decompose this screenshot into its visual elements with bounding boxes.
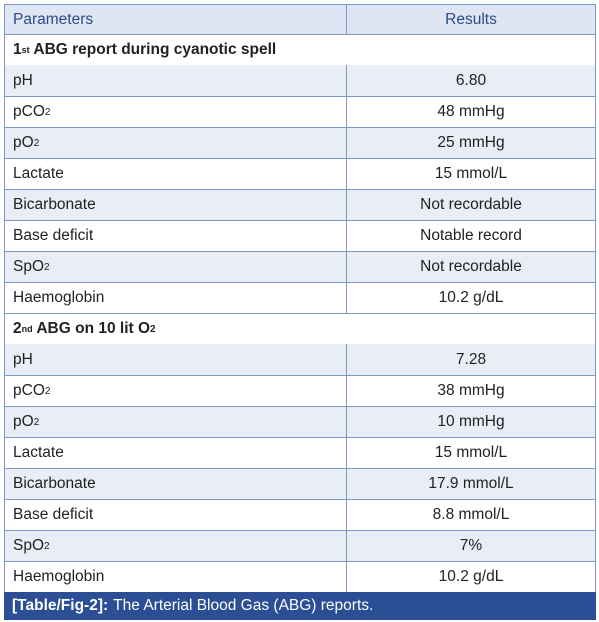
table-row — [5, 220, 595, 251]
parameter-name: pH — [13, 350, 33, 368]
parameter-name: pO — [13, 413, 34, 430]
result-cell: 10.2 g/dL — [438, 568, 504, 585]
table-row — [5, 127, 595, 158]
result-cell: 15 mmol/L — [434, 444, 508, 461]
parameter-cell — [5, 190, 347, 220]
parameter-cell — [5, 438, 347, 468]
parameter-subscript: 2 — [44, 385, 51, 397]
section-ordinal: st — [21, 45, 30, 55]
parameter-name: Haemoglobin — [13, 568, 105, 585]
result-cell: 8.8 mmol/L — [432, 506, 510, 523]
section-text: ABG on 10 lit O — [32, 320, 151, 337]
second-abg-rows — [5, 344, 595, 592]
abg-table — [4, 4, 596, 593]
section-title — [5, 314, 595, 344]
parameter-name: Bicarbonate — [13, 196, 96, 213]
section-number: 2 — [13, 320, 22, 337]
parameter-name: SpO — [13, 258, 45, 275]
result-cell: 38 mmHg — [437, 382, 505, 399]
parameter-cell — [5, 97, 347, 127]
table-row — [5, 158, 595, 189]
parameter-cell — [5, 469, 347, 499]
result-cell: 7.28 — [455, 350, 487, 368]
parameter-name: Base deficit — [13, 506, 94, 523]
section-number: 1 — [13, 41, 22, 58]
result-cell: 15 mmol/L — [434, 165, 508, 182]
table-header-row — [5, 5, 595, 34]
parameter-cell — [5, 252, 347, 282]
parameter-name: Base deficit — [13, 227, 94, 244]
table-row — [5, 561, 595, 592]
result-cell: 10 mmHg — [437, 413, 505, 430]
parameter-name: pCO — [13, 382, 45, 399]
header-results: Results — [445, 10, 497, 28]
parameter-cell — [5, 531, 347, 561]
section-title — [5, 35, 595, 65]
parameter-cell — [5, 283, 347, 313]
parameter-cell — [5, 500, 347, 530]
table-row — [5, 468, 595, 499]
table-row — [5, 65, 595, 96]
first-abg-rows — [5, 65, 595, 313]
parameter-cell — [5, 221, 347, 251]
table-row — [5, 375, 595, 406]
table-row — [5, 189, 595, 220]
caption-label: [Table/Fig-2]: — [12, 597, 109, 614]
table-row — [5, 437, 595, 468]
result-cell: 7% — [459, 537, 483, 554]
caption-text: The Arterial Blood Gas (ABG) reports. — [113, 597, 374, 614]
parameter-name: pO — [13, 134, 34, 151]
parameter-name: pH — [13, 71, 33, 89]
parameter-name: Haemoglobin — [13, 289, 105, 306]
result-cell: 48 mmHg — [437, 103, 505, 120]
parameter-cell — [5, 159, 347, 189]
result-cell: Not recordable — [420, 258, 522, 275]
section-subscript: 2 — [150, 323, 156, 335]
parameter-cell — [5, 562, 347, 592]
table-row — [5, 251, 595, 282]
section-header-second-abg — [5, 313, 595, 344]
result-cell: 6.80 — [455, 71, 487, 89]
parameter-subscript: 2 — [33, 416, 40, 428]
header-parameters: Parameters — [5, 5, 347, 34]
parameter-cell — [5, 376, 347, 406]
table-row — [5, 499, 595, 530]
result-cell: 10.2 g/dL — [438, 289, 504, 306]
result-cell: 17.9 mmol/L — [428, 475, 514, 492]
result-cell: 25 mmHg — [437, 134, 505, 151]
parameter-subscript: 2 — [44, 106, 51, 118]
section-header-first-abg — [5, 34, 595, 65]
parameter-subscript: 2 — [33, 137, 40, 149]
table-row — [5, 406, 595, 437]
parameter-cell — [5, 128, 347, 158]
section-ordinal: nd — [21, 324, 33, 334]
parameter-subscript: 2 — [44, 261, 50, 273]
parameter-subscript: 2 — [44, 540, 50, 552]
result-cell: Not recordable — [420, 196, 522, 213]
table-row — [5, 96, 595, 127]
parameter-name: pCO — [13, 103, 45, 120]
table-row — [5, 282, 595, 313]
parameter-cell — [5, 344, 347, 375]
table-row — [5, 530, 595, 561]
parameter-cell — [5, 407, 347, 437]
parameter-cell — [5, 65, 347, 96]
result-cell: Notable record — [420, 227, 522, 244]
section-text: ABG report during cyanotic spell — [29, 41, 277, 58]
parameter-name: Lactate — [13, 165, 64, 182]
parameter-name: SpO — [13, 537, 45, 554]
table-row — [5, 344, 595, 375]
parameter-name: Bicarbonate — [13, 475, 96, 492]
table-caption — [4, 592, 596, 620]
parameter-name: Lactate — [13, 444, 64, 461]
